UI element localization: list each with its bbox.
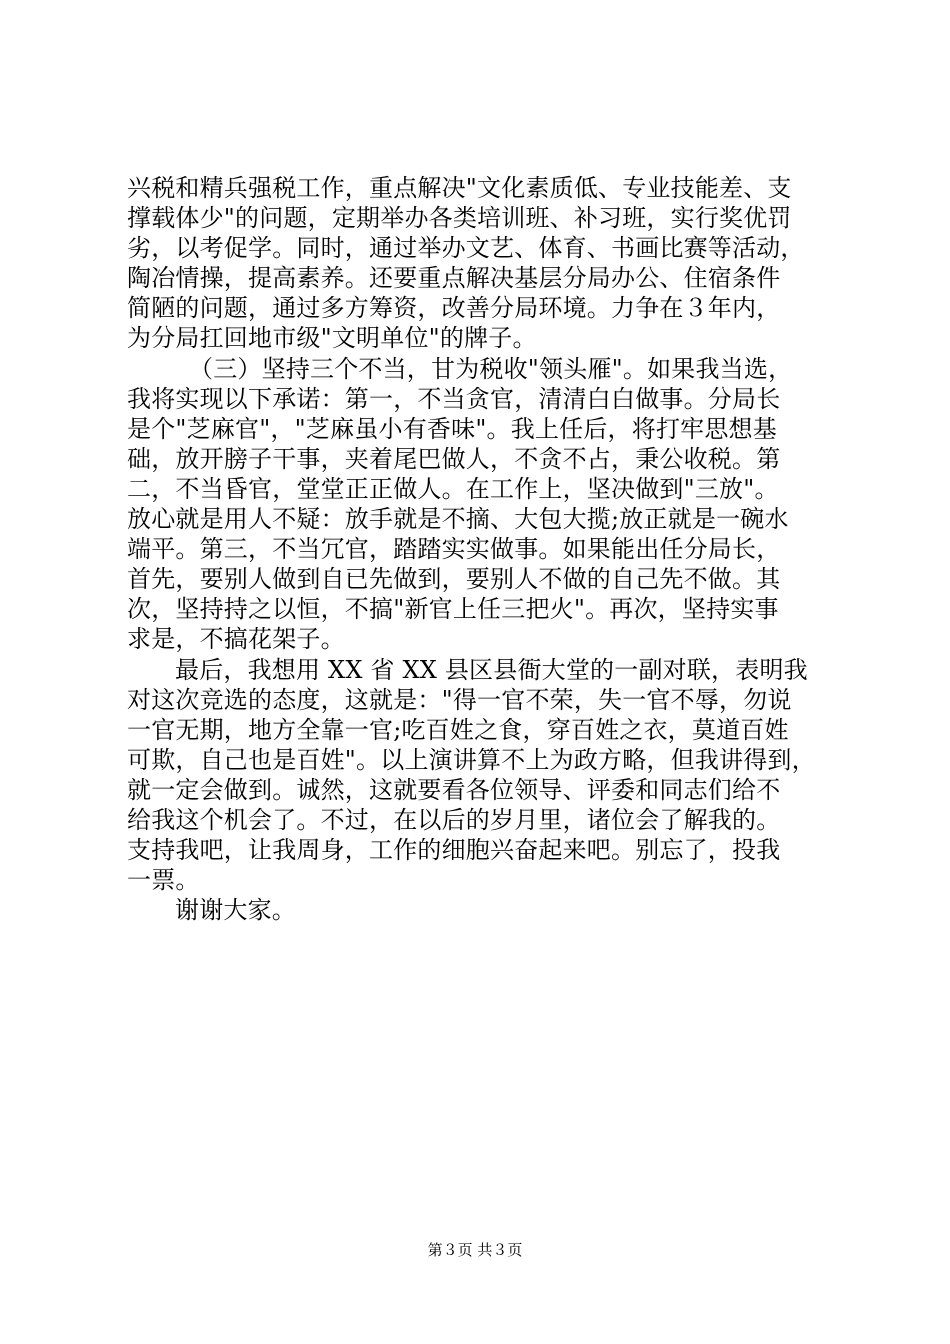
text-line: 简陋的问题，通过多方筹资，改善分局环境。力争在３年内， — [127, 294, 781, 323]
text-line: 是个"芝麻官"，"芝麻虽小有香味"。我上任后，将打牢思想基 — [127, 414, 777, 443]
text-line: 支持我吧，让我周身，工作的细胞兴奋起来吧。别忘了，投我 — [127, 836, 781, 865]
closing-line: 谢谢大家。 — [175, 896, 296, 925]
page-number: 第３页 共３页 — [427, 1241, 523, 1259]
text-line: 为分局扛回地市级"文明单位"的牌子。 — [127, 324, 537, 353]
paragraph-start-line: （三）坚持三个不当，甘为税收"领头雁"。如果我当选， — [189, 354, 793, 383]
text-line: 放心就是用人不疑：放手就是不摘、大包大揽;放正就是一碗水 — [127, 505, 789, 534]
text-line: 础，放开膀子干事，夹着尾巴做人，不贪不占，秉公收税。第 — [127, 444, 781, 473]
text-line: 劣，以考促学。同时，通过举办文艺、体育、书画比赛等活动， — [127, 234, 805, 263]
paragraph-start-line: 最后，我想用 XX 省 XX 县区县衙大堂的一副对联，表明我 — [175, 655, 808, 684]
text-line: 端平。第三，不当冗官，踏踏实实做事。如果能出任分局长， — [127, 535, 781, 564]
text-line: 二，不当昏官，堂堂正正做人。在工作上，坚决做到"三放"。 — [127, 474, 779, 503]
text-line: 首先，要别人做到自已先做到，要别人不做的自己先不做。其 — [127, 565, 781, 594]
text-line: 我将实现以下承诺：第一，不当贪官，清清白白做事。分局长 — [127, 384, 781, 413]
text-line: 一官无期，地方全靠一官;吃百姓之食，穿百姓之衣，莫道百姓 — [127, 715, 789, 744]
document-body — [127, 173, 833, 925]
text-line: 求是，不搞花架子。 — [127, 625, 345, 654]
text-line: 就一定会做到。诚然，这就要看各位领导、评委和同志们给不 — [127, 775, 781, 804]
text-line: 给我这个机会了。不过，在以后的岁月里，诸位会了解我的。 — [127, 805, 781, 834]
page-footer — [0, 1240, 950, 1260]
text-line: 陶冶情操，提高素养。还要重点解决基层分局办公、住宿条件 — [127, 264, 781, 293]
text-line: 可欺，自己也是百姓"。以上演讲算不上为政方略，但我讲得到， — [127, 745, 816, 774]
text-line: 兴税和精兵强税工作，重点解决"文化素质低、专业技能差、支 — [127, 174, 792, 202]
text-line: 次，坚持持之以恒，不搞"新官上任三把火"。再次，坚持实事 — [127, 595, 779, 624]
text-line: 撑载体少"的问题，定期举办各类培训班、补习班，实行奖优罚 — [127, 204, 792, 233]
text-line: 对这次竞选的态度，这就是："得一官不荣，失一官不辱，勿说 — [127, 685, 792, 714]
text-line: 一票。 — [127, 866, 200, 895]
